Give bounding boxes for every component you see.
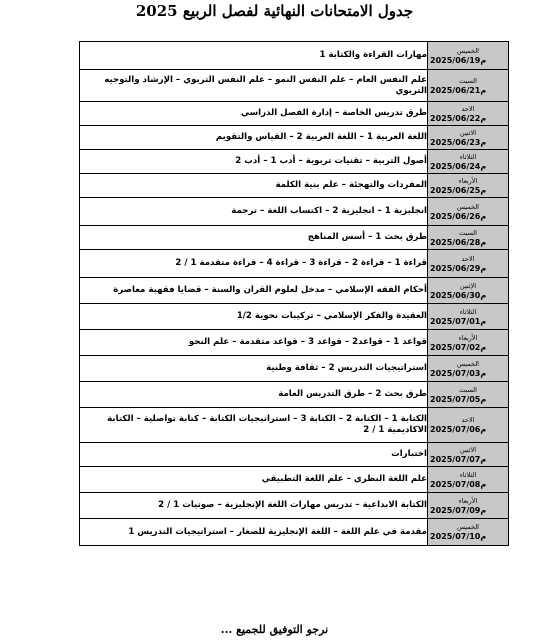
date-cell xyxy=(428,408,509,443)
date-cell xyxy=(428,382,509,408)
schedule-row xyxy=(80,102,509,126)
date-label: 2025/07/02م xyxy=(430,342,487,352)
day-label: الاثنين xyxy=(459,128,477,137)
day-label: الخميس xyxy=(457,359,479,368)
date-label: 2025/06/21م xyxy=(430,85,487,95)
schedule-row xyxy=(80,330,509,356)
date-cell xyxy=(428,126,509,150)
date-label: 2025/06/19م xyxy=(430,55,487,65)
exam-schedule-table xyxy=(79,41,509,546)
date-cell xyxy=(428,198,509,226)
subjects-cell: علم النفس العام – علم النفس النمو – علم النفس التربوي – الإرشاد والتوجيه التربوي xyxy=(80,70,428,102)
date-cell xyxy=(428,330,509,356)
date-label: 2025/06/25م xyxy=(430,185,487,195)
subjects-cell: قراءة 1 – قراءة 2 – قراءة 3 – قراءة 4 – قراءة متقدمة 1 / 2 xyxy=(80,250,428,278)
subjects-cell: أحكام الفقه الإسلامي – مدخل لعلوم القران والسنة – قضايا فقهية معاصرة xyxy=(80,278,428,304)
date-cell xyxy=(428,70,509,102)
schedule-row xyxy=(80,174,509,198)
day-label: الاثنين xyxy=(459,445,477,454)
schedule-row xyxy=(80,408,509,443)
schedule-row xyxy=(80,150,509,174)
date-label: 2025/06/22م xyxy=(430,113,487,123)
date-cell xyxy=(428,42,509,70)
day-label: الثلاثاء xyxy=(459,152,477,161)
date-label: 2025/06/26م xyxy=(430,211,487,221)
schedule-row xyxy=(80,356,509,382)
date-label: 2025/07/10م xyxy=(430,532,487,541)
day-label: الثلاثاء xyxy=(459,307,477,316)
day-label: السبت xyxy=(459,76,477,85)
day-label: الخميس xyxy=(457,202,479,211)
subjects-cell: طرق بحث 2 – طرق التدريس العامة xyxy=(80,382,428,408)
subjects-cell: طرق بحث 1 – أسس المناهج xyxy=(80,226,428,250)
day-label: السبت xyxy=(459,228,477,237)
subjects-cell: الكتابة الابداعية – تدريس مهارات اللغة الإنجليزية – صوتيات 1 / 2 xyxy=(80,493,428,519)
date-cell xyxy=(428,356,509,382)
date-cell xyxy=(428,443,509,467)
schedule-row xyxy=(80,126,509,150)
day-label: الاحد xyxy=(461,104,475,113)
subjects-cell: مهارات القراءة والكتابة 1 xyxy=(80,42,428,70)
schedule-row xyxy=(80,70,509,102)
subjects-cell: الكتابة 1 – الكتابة 2 – الكتابة 3 – استراتيجيات الكتابة – كتابة تواصلية – الكتابة الاكاديمية 1 / 2 xyxy=(80,408,428,443)
day-label: الأربعاء xyxy=(458,496,478,505)
subjects-cell: العقيدة والفكر الإسلامي – تركيبات نحوية 1/2 xyxy=(80,304,428,330)
date-cell xyxy=(428,226,509,250)
date-label: 2025/07/01م xyxy=(430,316,487,326)
schedule-row xyxy=(80,467,509,493)
date-label: 2025/06/28م xyxy=(430,237,487,247)
date-cell xyxy=(428,174,509,198)
schedule-row xyxy=(80,226,509,250)
subjects-cell: مقدمة في علم اللغة – اللغة الإنجليزية للصغار – استراتيجيات التدريس 1 xyxy=(80,519,428,546)
date-label: 2025/06/24م xyxy=(430,161,487,171)
subjects-cell: المفردات والتهجئة – علم بنية الكلمة xyxy=(80,174,428,198)
schedule-row xyxy=(80,443,509,467)
date-label: 2025/06/23م xyxy=(430,137,487,147)
subjects-cell: اللغة العربية 1 – اللغة العربية 2 – القياس والتقويم xyxy=(80,126,428,150)
subjects-cell: استراتيجيات التدريس 2 – ثقافة وطنية xyxy=(80,356,428,382)
date-cell xyxy=(428,304,509,330)
schedule-row xyxy=(80,382,509,408)
day-label: الاحد xyxy=(461,416,475,424)
date-cell xyxy=(428,278,509,304)
schedule-row xyxy=(80,304,509,330)
date-label: 2025/07/09م xyxy=(430,505,487,515)
date-cell xyxy=(428,150,509,174)
day-label: الاحد xyxy=(461,254,475,263)
subjects-cell: اختبارات xyxy=(80,443,428,467)
date-cell xyxy=(428,467,509,493)
date-cell xyxy=(428,250,509,278)
schedule-row xyxy=(80,519,509,546)
date-label: 2025/07/06م xyxy=(430,425,487,434)
date-label: 2025/07/03م xyxy=(430,368,487,378)
subjects-cell: علم اللغة النظري – علم اللغة التطبيقي xyxy=(80,467,428,493)
subjects-cell: قواعد 1 – قواعد2 – قواعد 3 – قواعد متقدمة – علم النحو xyxy=(80,330,428,356)
subjects-cell: طرق تدريس الخاصة – إدارة الفصل الدراسي xyxy=(80,102,428,126)
date-cell xyxy=(428,102,509,126)
date-label: 2025/07/05م xyxy=(430,394,487,404)
schedule-row xyxy=(80,250,509,278)
day-label: الأربعاء xyxy=(458,333,478,342)
date-label: 2025/06/30م xyxy=(430,290,487,300)
subjects-cell: أصول التربية – تقنيات تربوية – أدب 1 – أدب 2 xyxy=(80,150,428,174)
footer-note: نرجو التوفيق للجميع ... xyxy=(220,623,329,636)
day-label: الثلاثاء xyxy=(459,470,477,479)
schedule-row xyxy=(80,493,509,519)
day-label: الأربعاء xyxy=(458,176,478,185)
day-label: الخميس xyxy=(457,46,479,55)
page-title: جدول الامتحانات النهائية لفصل الربيع 2025 xyxy=(135,2,414,20)
schedule-row xyxy=(80,198,509,226)
day-label: الإثنين xyxy=(459,281,477,290)
day-label: السبت xyxy=(459,385,477,394)
schedule-body xyxy=(80,42,509,546)
date-label: 2025/07/07م xyxy=(430,454,487,464)
day-label: الخميس xyxy=(457,523,479,531)
date-cell xyxy=(428,519,509,546)
date-label: 2025/07/08م xyxy=(430,479,487,489)
date-label: 2025/06/29م xyxy=(430,263,487,273)
schedule-row xyxy=(80,42,509,70)
schedule-row xyxy=(80,278,509,304)
subjects-cell: انجليزية 1 – انجليزية 2 – اكتساب اللغة – ترجمة xyxy=(80,198,428,226)
date-cell xyxy=(428,493,509,519)
